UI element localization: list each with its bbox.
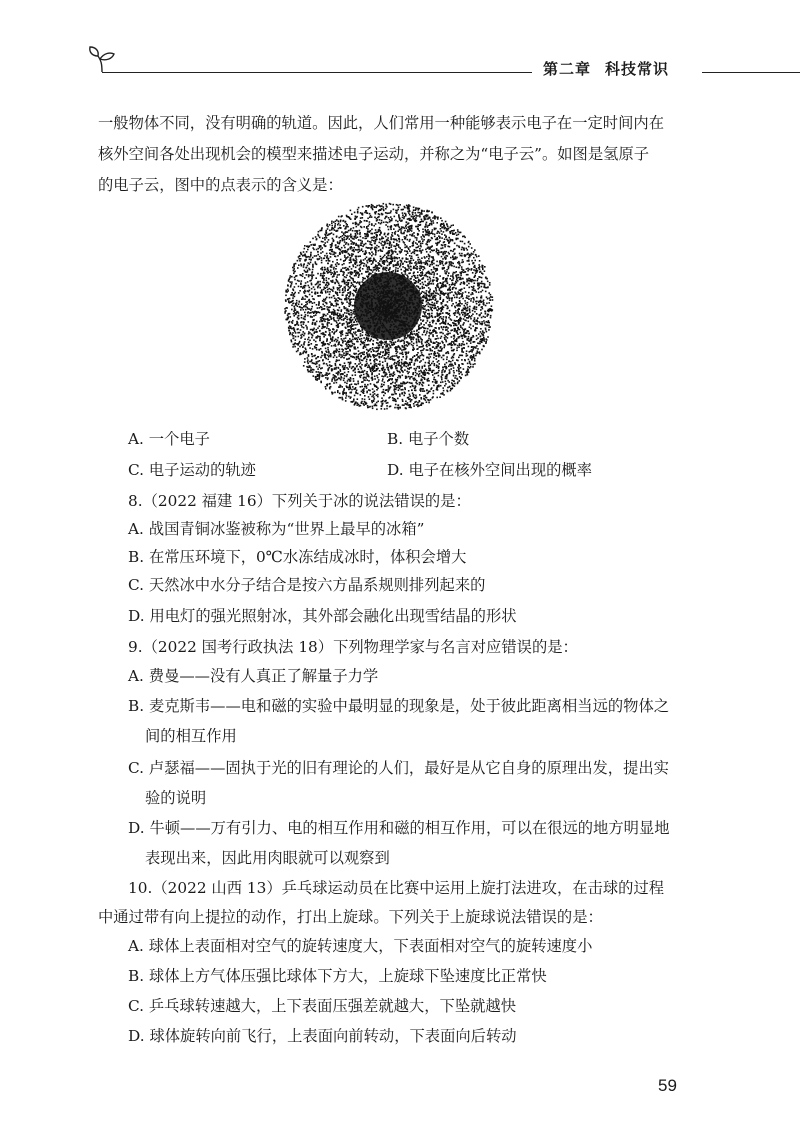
q9-option-c-line-1: C. 卢瑟福——固执于光的旧有理论的人们，最好是从它自身的原理出发，提出实 (128, 759, 669, 777)
running-header (88, 44, 800, 84)
q9-option-b-line-2: 间的相互作用 (145, 727, 237, 745)
q9-option-c-line-2: 验的说明 (145, 789, 207, 807)
q7-option-a: A. 一个电子 (128, 430, 210, 448)
q8-stem: 8.（2022 福建 16）下列关于冰的说法错误的是： (128, 492, 471, 510)
intro-line-2: 核外空间各处出现机会的模型来描述电子运动，并称之为“电子云”。如图是氢原子 (98, 145, 650, 163)
q9-option-d-line-2: 表现出来，因此用肉眼就可以观察到 (145, 849, 390, 867)
q10-option-b: B. 球体上方气体压强比球体下方大，上旋球下坠速度比正常快 (128, 967, 547, 985)
section-label: 科技常识 (605, 60, 670, 78)
q7-option-b: B. 电子个数 (387, 430, 470, 448)
q8-option-d: D. 用电灯的强光照射冰，其外部会融化出现雪结晶的形状 (128, 607, 517, 625)
electron-cloud-image (282, 195, 494, 417)
intro-line-3: 的电子云，图中的点表示的含义是： (98, 176, 343, 194)
q9-option-a: A. 费曼——没有人真正了解量子力学 (128, 667, 379, 685)
header-rule-right (702, 72, 800, 73)
chapter-title (543, 58, 669, 79)
sprout-icon (88, 44, 116, 74)
q10-option-a: A. 球体上表面相对空气的旋转速度大，下表面相对空气的旋转速度小 (128, 937, 593, 955)
q10-option-c: C. 乒乓球转速越大，上下表面压强差就越大，下坠就越快 (128, 997, 517, 1015)
q8-option-b: B. 在常压环境下，0℃水冻结成冰时，体积会增大 (128, 548, 467, 566)
q9-option-b-line-1: B. 麦克斯韦——电和磁的实验中最明显的现象是，处于彼此距离相当远的物体之 (128, 697, 670, 715)
q8-option-c: C. 天然冰中水分子结合是按六方晶系规则排列起来的 (128, 576, 486, 594)
q7-option-c: C. 电子运动的轨迹 (128, 461, 256, 479)
q9-stem: 9.（2022 国考行政执法 18）下列物理学家与名言对应错误的是： (128, 638, 578, 656)
q10-stem-line-2: 中通过带有向上提拉的动作，打出上旋球。下列关于上旋球说法错误的是： (98, 908, 603, 926)
q7-option-d: D. 电子在核外空间出现的概率 (387, 461, 593, 479)
page-number: 59 (658, 1076, 677, 1095)
chapter-label: 第二章 (543, 60, 592, 78)
q10-option-d: D. 球体旋转向前飞行，上表面向前转动，下表面向后转动 (128, 1027, 517, 1045)
intro-line-1: 一般物体不同，没有明确的轨道。因此，人们常用一种能够表示电子在一定时间内在 (98, 114, 664, 132)
q10-stem-line-1: 10.（2022 山西 13）乒乓球运动员在比赛中运用上旋打法进攻，在击球的过程 (128, 879, 665, 897)
header-rule-left (102, 72, 532, 73)
q8-option-a: A. 战国青铜冰鉴被称为“世界上最早的冰箱” (128, 520, 425, 538)
q9-option-d-line-1: D. 牛顿——万有引力、电的相互作用和磁的相互作用，可以在很远的地方明显地 (128, 819, 670, 837)
